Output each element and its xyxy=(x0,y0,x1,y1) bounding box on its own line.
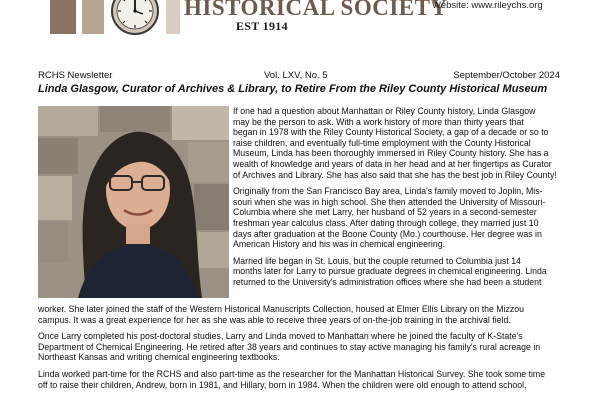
text-line: Once Larry completed his post-doctoral studies, Larry and Linda moved to Manhattan where he joined the faculty of K-State's xyxy=(38,331,523,342)
established-year: EST 1914 xyxy=(236,19,288,33)
text-line: wealth of knowledge and years of data in her head and at her fingertips as Curator xyxy=(233,158,552,169)
text-line: freshman year calculus class. After dating through college, they married just 10 xyxy=(233,217,539,228)
paragraph-married-life-cont xyxy=(38,304,563,325)
masthead-bar-dark xyxy=(50,0,76,34)
text-line: worker. She later joined the staff of the Western Historical Manuscripts Collection, housed at Elmer Ellis Library on the Mizzou xyxy=(38,304,525,314)
paragraph-part-time xyxy=(38,369,563,390)
text-line: raise children, and eventually full-time employment with the County Historical xyxy=(233,137,531,148)
portrait-image xyxy=(38,106,229,298)
portrait-photo xyxy=(38,106,229,298)
article-column-full xyxy=(38,304,563,396)
issue-date: September/October 2024 xyxy=(453,70,560,81)
text-line: of Archives and Library. She has also said that she has the best job in Riley County! xyxy=(233,169,557,180)
text-line: Originally from the San Francisco Bay area, Linda's family moved to Joplin, Mis- xyxy=(233,186,543,197)
text-line: campus. It was a great experience for her as she was able to receive three years of on-the-job training in the archival field. xyxy=(38,314,511,325)
text-line: Columbia where she met Larry, her husband of 52 years in a second-semester xyxy=(233,207,537,218)
text-line: Department of Chemical Engineering. He retired after 38 years and continues to stay active managing his family's rural acreage in xyxy=(38,341,541,352)
text-line: Linda worked part-time for the RCHS and also part-time as the researcher for the Manhattan Historical Survey. She took some time xyxy=(38,368,546,379)
paragraph-married-life xyxy=(233,256,563,288)
text-line: American History and his was in chemical engineering. xyxy=(233,239,446,250)
newsletter-meta-row xyxy=(38,70,560,82)
text-line: days after graduation at the Boone County (Mo.) courthouse. Her degree was in xyxy=(233,228,542,239)
text-line: If one had a question about Manhattan or Riley County history, Linda Glasgow xyxy=(233,106,536,116)
paragraph-manhattan xyxy=(38,331,563,363)
text-line: returned to the University's administration offices where she had been a student xyxy=(233,276,542,287)
text-line: off to raise their children, Andrew, born in 1981, and Hillary, born in 1984. When the children were old enough to attend school, xyxy=(38,379,527,390)
society-name: HISTORICAL SOCIETY xyxy=(184,0,448,20)
masthead-bar-light xyxy=(166,0,180,34)
text-line: Married life began in St. Louis, but the couple returned to Columbia just 14 xyxy=(233,255,521,266)
clock-logo-icon xyxy=(110,0,160,36)
website-link[interactable]: Website: www.rileychs.org xyxy=(432,0,543,11)
text-line: souri when she was in high school. She then attended the University of Missouri- xyxy=(233,196,546,207)
text-line: Northeast Kansas and writing chemical engineering textbooks. xyxy=(38,352,280,363)
text-line: Museum, Linda has been thoroughly immersed in Riley County history. She has a xyxy=(233,148,549,159)
paragraph-intro xyxy=(233,106,563,180)
text-line: months later for Larry to pursue graduate degrees in chemical engineering. Linda xyxy=(233,266,547,277)
volume-number: Vol. LXV, No. 5 xyxy=(264,70,328,81)
masthead-bar-mid xyxy=(82,0,104,34)
paragraph-origins xyxy=(233,186,563,250)
article-headline: Linda Glasgow, Curator of Archives & Library, to Retire From the Riley County Historical Museum xyxy=(38,83,548,95)
article-column-right xyxy=(233,106,563,288)
text-line: began in 1978 with the Riley County Historical Society, a gap of a decade or so to xyxy=(233,127,549,138)
newsletter-name: RCHS Newsletter xyxy=(38,70,113,81)
masthead xyxy=(0,0,600,40)
text-line: may be the person to ask. With a work history of more than thirty years that xyxy=(233,116,524,127)
